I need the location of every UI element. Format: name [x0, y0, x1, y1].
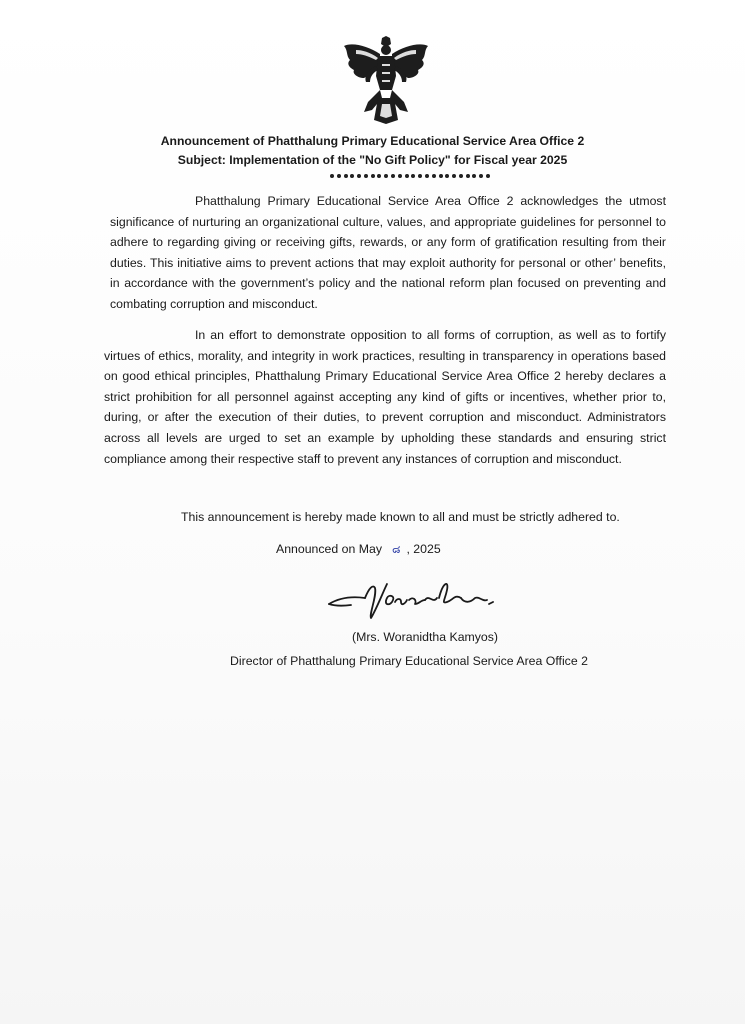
- announced-date: [276, 540, 441, 558]
- announced-prefix: Announced on May: [276, 542, 382, 556]
- closing-statement: This announcement is hereby made known to all and must be strictly adhered to.: [181, 510, 620, 524]
- garuda-emblem-icon: [338, 36, 434, 124]
- title-divider: [330, 172, 490, 180]
- announced-day: ๘: [391, 543, 401, 556]
- handwritten-signature: [325, 578, 505, 622]
- body-paragraph-1: Phatthalung Primary Educational Service Area Office 2 acknowledges the utmost significance of nurturing an organizational culture, values, and appropriate guidelines for personnel to adhere to regarding giving or receiving gifts, rewards, or any form of gratification resulting from their duties. This initiative aims to prevent actions that may exploit authority for personal or other’ benefits, in accordance with the government’s policy and the national reform plan focused on preventing and combating corruption and misconduct.: [110, 194, 666, 311]
- signer-title: Director of Phatthalung Primary Educational Service Area Office 2: [230, 654, 588, 668]
- announcement-subject: Subject: Implementation of the "No Gift Policy" for Fiscal year 2025: [177, 153, 568, 167]
- announced-year: , 2025: [406, 542, 441, 556]
- body-paragraph-2: In an effort to demonstrate opposition to all forms of corruption, as well as to fortify virtues of ethics, morality, and integrity in work practices, resulting in transparency in operations based on good ethical principles, Phatthalung Primary Educational Service Area Office 2 hereby declares a strict prohibition for all personnel against accepting any kind of gifts or incentives, whether prior to, during, or after the execution of their duties, to prevent corruption and misconduct. Administrators across all levels are urged to set an example by upholding these standards and ensuring strict compliance among their respective staff to prevent any instances of corruption and misconduct.: [104, 328, 666, 466]
- signer-name: (Mrs. Woranidtha Kamyos): [352, 630, 499, 644]
- announcement-title: Announcement of Phatthalung Primary Educational Service Area Office 2: [160, 134, 585, 148]
